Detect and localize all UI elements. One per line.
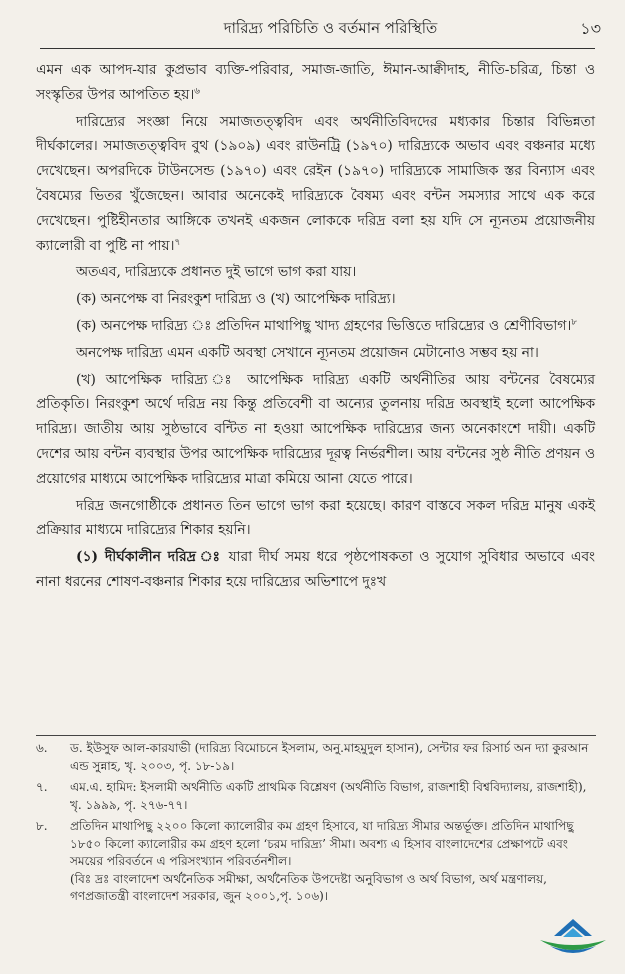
- footnote-text: প্রতিদিন মাথাপিছু ২২০০ কিলো ক্যালোরীর কম গ্রহণ হিসাবে, যা দারিদ্র্য সীমার অন্তর্ভূক্ত। প্রতিদিন মাথাপিছু ১৮৫০ কিলো ক্যালোরীর কম গ্রহণ হলো ‘চরম দারিদ্র্য’ সীমা। অবশ্য এ হিসাব বাংলাদেশের প্রেক্ষাপটে এবং সময়ের পরিবর্তনে এ পরিসংখ্যান পরিবর্তনশীল।: [70, 819, 574, 868]
- running-header: [60, 16, 601, 42]
- paragraph-1: এমন এক আপদ-যার কুপ্রভাব ব্যক্তি-পরিবার, সমাজ-জাতি, ঈমান-আক্বীদাহ, নীতি-চরিত্র, চিন্তা ও সংস্কৃতির উপর আপতিত হয়।$^৬$: [36, 62, 595, 103]
- footnote: [36, 779, 599, 814]
- paragraph-6: অনপেক্ষ দারিদ্র্য এমন একটি অবস্থা সেখানে ন্যূনতম প্রয়োজন মেটানোও সম্ভব হয় না।: [76, 344, 539, 361]
- footnote-text: এম.এ. হামিদ: ইসলামী অর্থনীতি একটি প্রাথমিক বিশ্লেষণ (অর্থনীতি বিভাগ, রাজশাহী বিশ্ববিদ্যালয়, রাজশাহী), খৃ. ১৯৯৯, পৃ. ২৭৬-৭৭।: [70, 780, 587, 812]
- paragraph-2: দারিদ্র্যের সংজ্ঞা নিয়ে সমাজতত্ত্ববিদ এবং অর্থনীতিবিদদের মধ্যকার চিন্তার বিভিন্নতা দীর্ঘকালের। সমাজতত্ত্ববিদ বুথ (১৯০৯) এবং রাউনট্রি (১৯৭০) দারিদ্র্যকে অভাব এবং বঞ্চনার মধ্যে দেখেছেন। অপরদিকে টাউনসেন্ড (১৯৭০) এবং রেইন (১৯৭০) দারিদ্র্যকে সামাজিক স্তর বিন্যাস এবং বৈষম্যের ভিতর খুঁজেছেন। আবার অনেকেই দারিদ্র্যকে বৈষম্য এবং বন্টন সমস্যার সাথে এক করে দেখেছেন। পুষ্টিহীনতার আঙ্গিকে তখনই একজন লোককে দরিদ্র বলা হয় যদি সে ন্যূনতম প্রয়োজনীয় ক্যালোরী বা পুষ্টি না পায়।$^৭$: [36, 113, 595, 254]
- paragraph-7: (খ) আপেক্ষিক দারিদ্র্য ঃ আপেক্ষিক দারিদ্র্য একটি অর্থনীতির আয় বন্টনের বৈষম্যের প্রতিকৃতি। নিরংকুশ অর্থে দরিদ্র নয় কিন্তু প্রতিবেশী বা অন্যের তুলনায় দরিদ্র অবস্থাই হলো আপেক্ষিক দারিদ্র্য। জাতীয় আয় সুষ্ঠভাবে বন্টিত না হওয়া আপেক্ষিক দারিদ্র্যের জন্য অনেকাংশে দায়ী। একটি দেশের আয় বন্টন ব্যবস্থার উপর আপেক্ষিক দারিদ্র্যের দূরত্ব নির্ভরশীল। আয় বন্টনের সুষ্ঠ নীতি প্রণয়ন ও প্রয়োগের মাধ্যমে আপেক্ষিক দারিদ্র্যের মাত্রা কমিয়ে আনা যেতে পারে।: [36, 371, 595, 487]
- footnote-number: ৭.: [36, 780, 48, 794]
- footnote-number: ৮.: [36, 819, 48, 833]
- page-number: ১৩: [580, 19, 601, 38]
- paragraph-8: দরিদ্র জনগোষ্ঠীকে প্রধানত তিন ভাগে ভাগ করা হয়েছে। কারণ বাস্তবে সকল দরিদ্র মানুষ একই প্রক্রিয়ার মাধ্যমে দারিদ্র্যের শিকার হয়নি।: [36, 497, 595, 539]
- footnote: [36, 818, 599, 906]
- footnote-ref: ৮: [571, 317, 578, 328]
- footnote-number: ৬.: [36, 741, 48, 755]
- footnote: [36, 740, 599, 775]
- paragraph-9: (১) দীর্ঘকালীন দরিদ্র ঃ যারা দীর্ঘ সময় ধরে পৃষ্ঠপোষকতা ও সুযোগ সুবিধার অভাবে এবং নানা ধরনের শোষণ-বঞ্চনার শিকার হয়ে দারিদ্র্যের অভিশাপে দুঃখ: [36, 549, 595, 590]
- footnote-rule: [36, 735, 596, 736]
- publisher-logo-icon: [536, 916, 610, 958]
- page-title: দারিদ্র্য পরিচিতি ও বর্তমান পরিস্থিতি: [223, 18, 438, 37]
- paragraph-3: অতএব, দারিদ্র্যকে প্রধানত দুই ভাগে ভাগ করা যায়।: [76, 264, 357, 281]
- footnotes: [36, 740, 599, 910]
- footnote-text: ড. ইউসুফ আল-কারযাভী (দারিদ্র্য বিমোচনে ইসলাম, অনু.মাহমুদুল হাসান), সেন্টার ফর রিসার্চ অন দ্যা কুরআন এন্ড সুন্নাহ, খৃ. ২০০৩, পৃ. ১৮-১৯।: [70, 741, 589, 773]
- footnote-source: (বিঃ দ্রঃ বাংলাদেশ অর্থনৈতিক সমীক্ষা, অর্থনৈতিক উপদেষ্টা অনুবিভাগ ও অর্থ বিভাগ, অর্থ মন্ত্রণালয়, গণপ্রজাতন্ত্রী বাংলাদেশ সরকার, জুন ২০০১,পৃ. ১০৬)।: [70, 871, 547, 903]
- paragraph-5: (ক) অনপেক্ষ দারিদ্র্য ঃ প্রতিদিন মাথাপিছু খাদ্য গ্রহণের ভিত্তিতে দারিদ্র্যের ও শ্রেণীবিভাগ।$^৮$: [76, 317, 578, 334]
- paragraph-4: (ক) অনপেক্ষ বা নিরংকুশ দারিদ্র্য ও (খ) আপেক্ষিক দারিদ্র্য।: [76, 291, 396, 308]
- section-heading: (১) দীর্ঘকালীন দরিদ্র ঃ: [76, 549, 223, 566]
- footnote-ref: ৭: [174, 236, 181, 247]
- body-text: [36, 58, 595, 595]
- header-rule: [40, 48, 595, 49]
- footnote-ref: ৬: [194, 86, 201, 97]
